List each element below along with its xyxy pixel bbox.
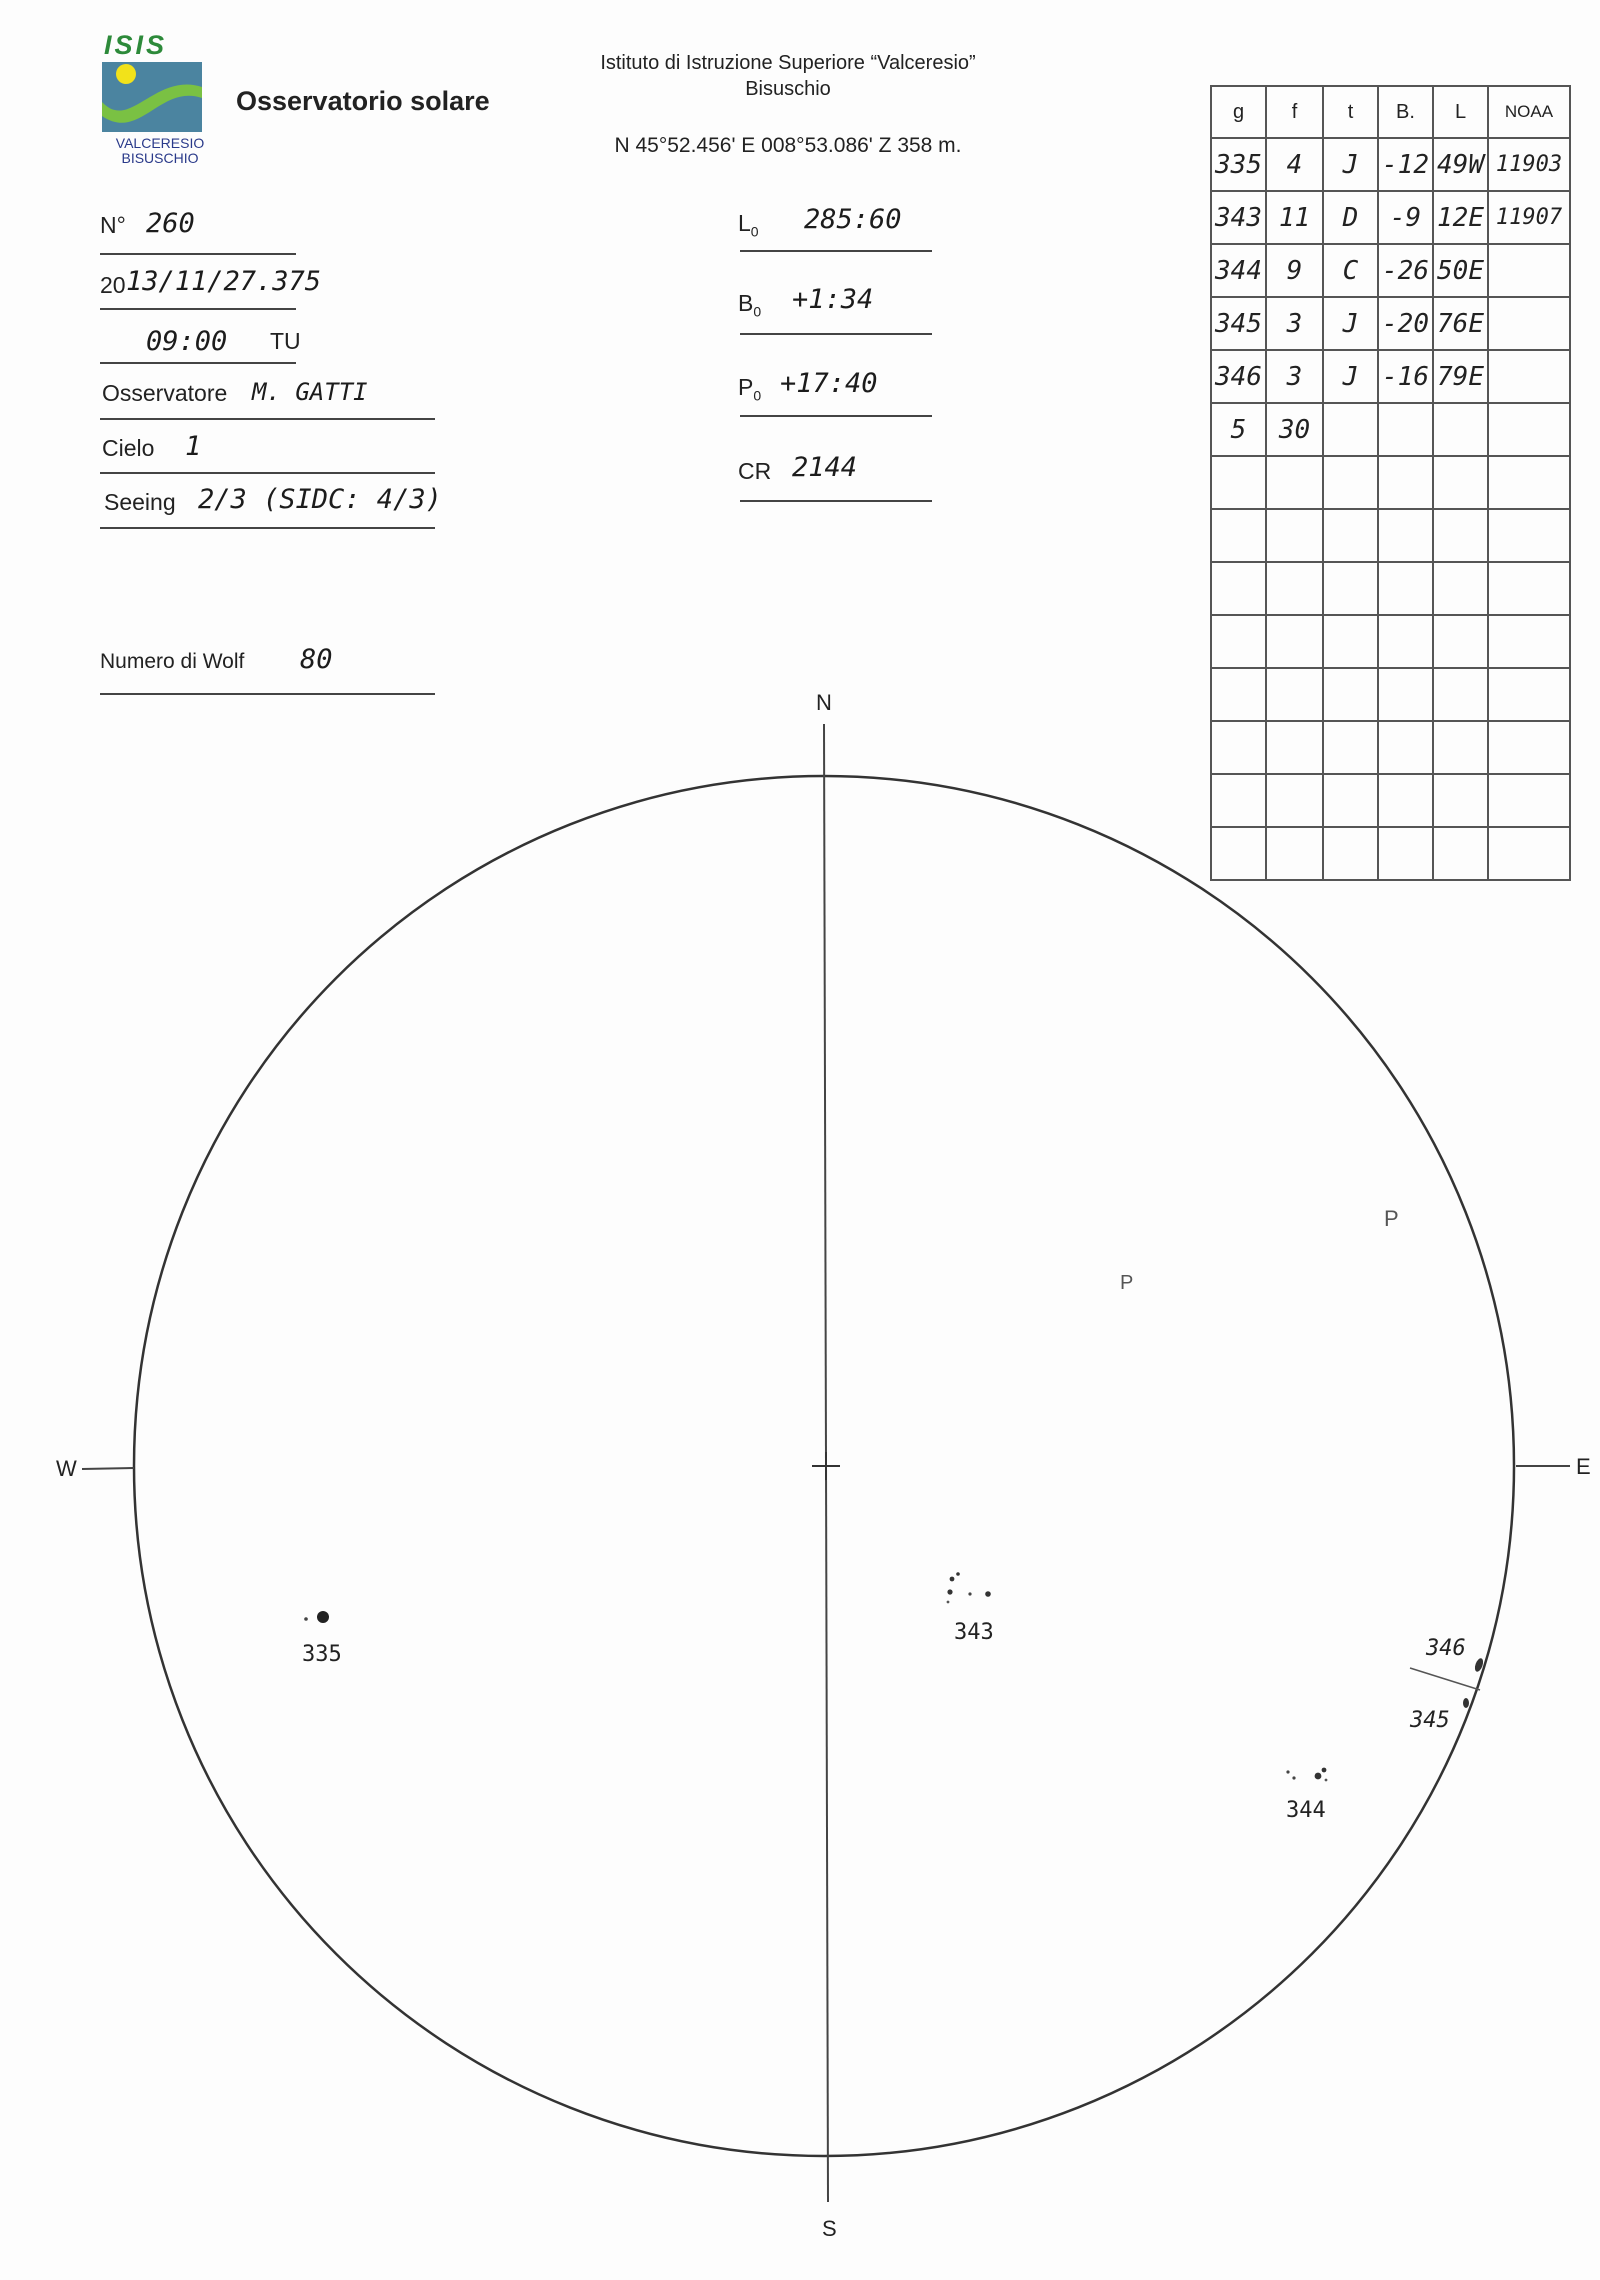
cell-type: D xyxy=(1323,191,1378,244)
cell-group: 344 xyxy=(1211,244,1266,297)
cell-group: 346 xyxy=(1211,350,1266,403)
cell-noaa: 11903 xyxy=(1488,138,1570,191)
cell-latitude: -20 xyxy=(1378,297,1433,350)
column-header-latitude: B. xyxy=(1378,86,1433,138)
number-label: N° xyxy=(100,212,126,238)
cell-spots: 3 xyxy=(1266,297,1323,350)
sky-value: 1 xyxy=(185,431,202,462)
cell-longitude: 76E xyxy=(1433,297,1488,350)
institute-town: Bisuschio xyxy=(745,78,831,100)
time-unit: TU xyxy=(270,328,301,354)
logo-wordmark: ISIS xyxy=(104,30,168,60)
sunspot-label-345: 345 xyxy=(1410,1708,1450,1733)
observer-value: M. GATTI xyxy=(252,378,368,406)
sunspot-group-344 xyxy=(1286,1768,1327,1782)
cell-spots: 11 xyxy=(1266,191,1323,244)
facula-marker: P xyxy=(1384,1206,1399,1231)
south-label: S xyxy=(822,2216,837,2241)
cell-type: J xyxy=(1323,297,1378,350)
column-header-type: t xyxy=(1323,86,1378,138)
observatory-coordinates: N 45°52.456' E 008°53.086' Z 358 m. xyxy=(614,134,962,157)
cell-type: C xyxy=(1323,244,1378,297)
cell-spots: 4 xyxy=(1266,138,1323,191)
west-tick xyxy=(82,1468,134,1469)
date-value: 13/11/27.375 xyxy=(126,266,322,297)
cell-type: J xyxy=(1323,138,1378,191)
cell-latitude: -26 xyxy=(1378,244,1433,297)
facula-marker: P xyxy=(1120,1272,1134,1294)
cell-group: 335 xyxy=(1211,138,1266,191)
cell-latitude: -12 xyxy=(1378,138,1433,191)
observatory-title: Osservatorio solare xyxy=(236,86,490,116)
cell-spots: 3 xyxy=(1266,350,1323,403)
total-spots: 30 xyxy=(1266,403,1323,456)
cell-latitude: -16 xyxy=(1378,350,1433,403)
observer-label: Osservatore xyxy=(102,380,228,406)
b0-label: $B_0$ xyxy=(738,290,762,320)
cell-longitude: 50E xyxy=(1433,244,1488,297)
cell-group: 343 xyxy=(1211,191,1266,244)
seeing-value: 2/3 (SIDC: 4/3) xyxy=(198,484,442,515)
cr-label: CR xyxy=(738,458,772,484)
cell-longitude: 49W xyxy=(1433,138,1488,191)
institute-name: Istituto di Istruzione Superiore “Valceresio” xyxy=(600,52,976,74)
wolf-number-value: 80 xyxy=(300,644,333,675)
cell-spots: 9 xyxy=(1266,244,1323,297)
b0-value: +1:34 xyxy=(792,284,874,315)
cell-longitude: 79E xyxy=(1433,350,1488,403)
cell-noaa: 11907 xyxy=(1488,191,1570,244)
sunspot-group-345 xyxy=(1463,1698,1469,1708)
sky-label: Cielo xyxy=(102,435,155,461)
sunspot-label-343: 343 xyxy=(954,1620,994,1645)
number-value: 260 xyxy=(146,208,195,239)
p0-label: $P_0$ xyxy=(738,374,762,404)
cell-longitude: 12E xyxy=(1433,191,1488,244)
sunspot-label-344: 344 xyxy=(1286,1798,1326,1823)
seeing-label: Seeing xyxy=(104,489,176,515)
group-separator-346-345 xyxy=(1410,1668,1480,1690)
l0-value: 285:60 xyxy=(804,204,902,235)
wolf-number-label: Numero di Wolf xyxy=(100,650,245,673)
l0-label: $L_0$ xyxy=(738,210,759,240)
date-prefix: 20 xyxy=(100,272,126,298)
column-header-longitude: L xyxy=(1433,86,1488,138)
logo-subtitle: VALCERESIO xyxy=(115,135,205,151)
cr-value: 2144 xyxy=(792,452,858,483)
sunspot-group-343 xyxy=(947,1572,991,1603)
time-value: 09:00 xyxy=(146,326,228,357)
cell-group: 345 xyxy=(1211,297,1266,350)
column-header-spots: f xyxy=(1266,86,1323,138)
p0-value: +17:40 xyxy=(780,368,878,399)
total-groups: 5 xyxy=(1211,403,1266,456)
sunspot-label-335: 335 xyxy=(302,1642,342,1667)
cell-type: J xyxy=(1323,350,1378,403)
cell-latitude: -9 xyxy=(1378,191,1433,244)
east-label: E xyxy=(1576,1454,1591,1479)
sunspot-group-335 xyxy=(304,1611,329,1623)
sunspot-label-346: 346 xyxy=(1426,1636,1466,1661)
column-header-group: g xyxy=(1211,86,1266,138)
west-label: W xyxy=(56,1456,77,1481)
column-header-noaa: NOAA xyxy=(1488,86,1570,138)
logo-subtitle-town: BISUSCHIO xyxy=(121,150,199,166)
north-label: N xyxy=(816,690,832,715)
